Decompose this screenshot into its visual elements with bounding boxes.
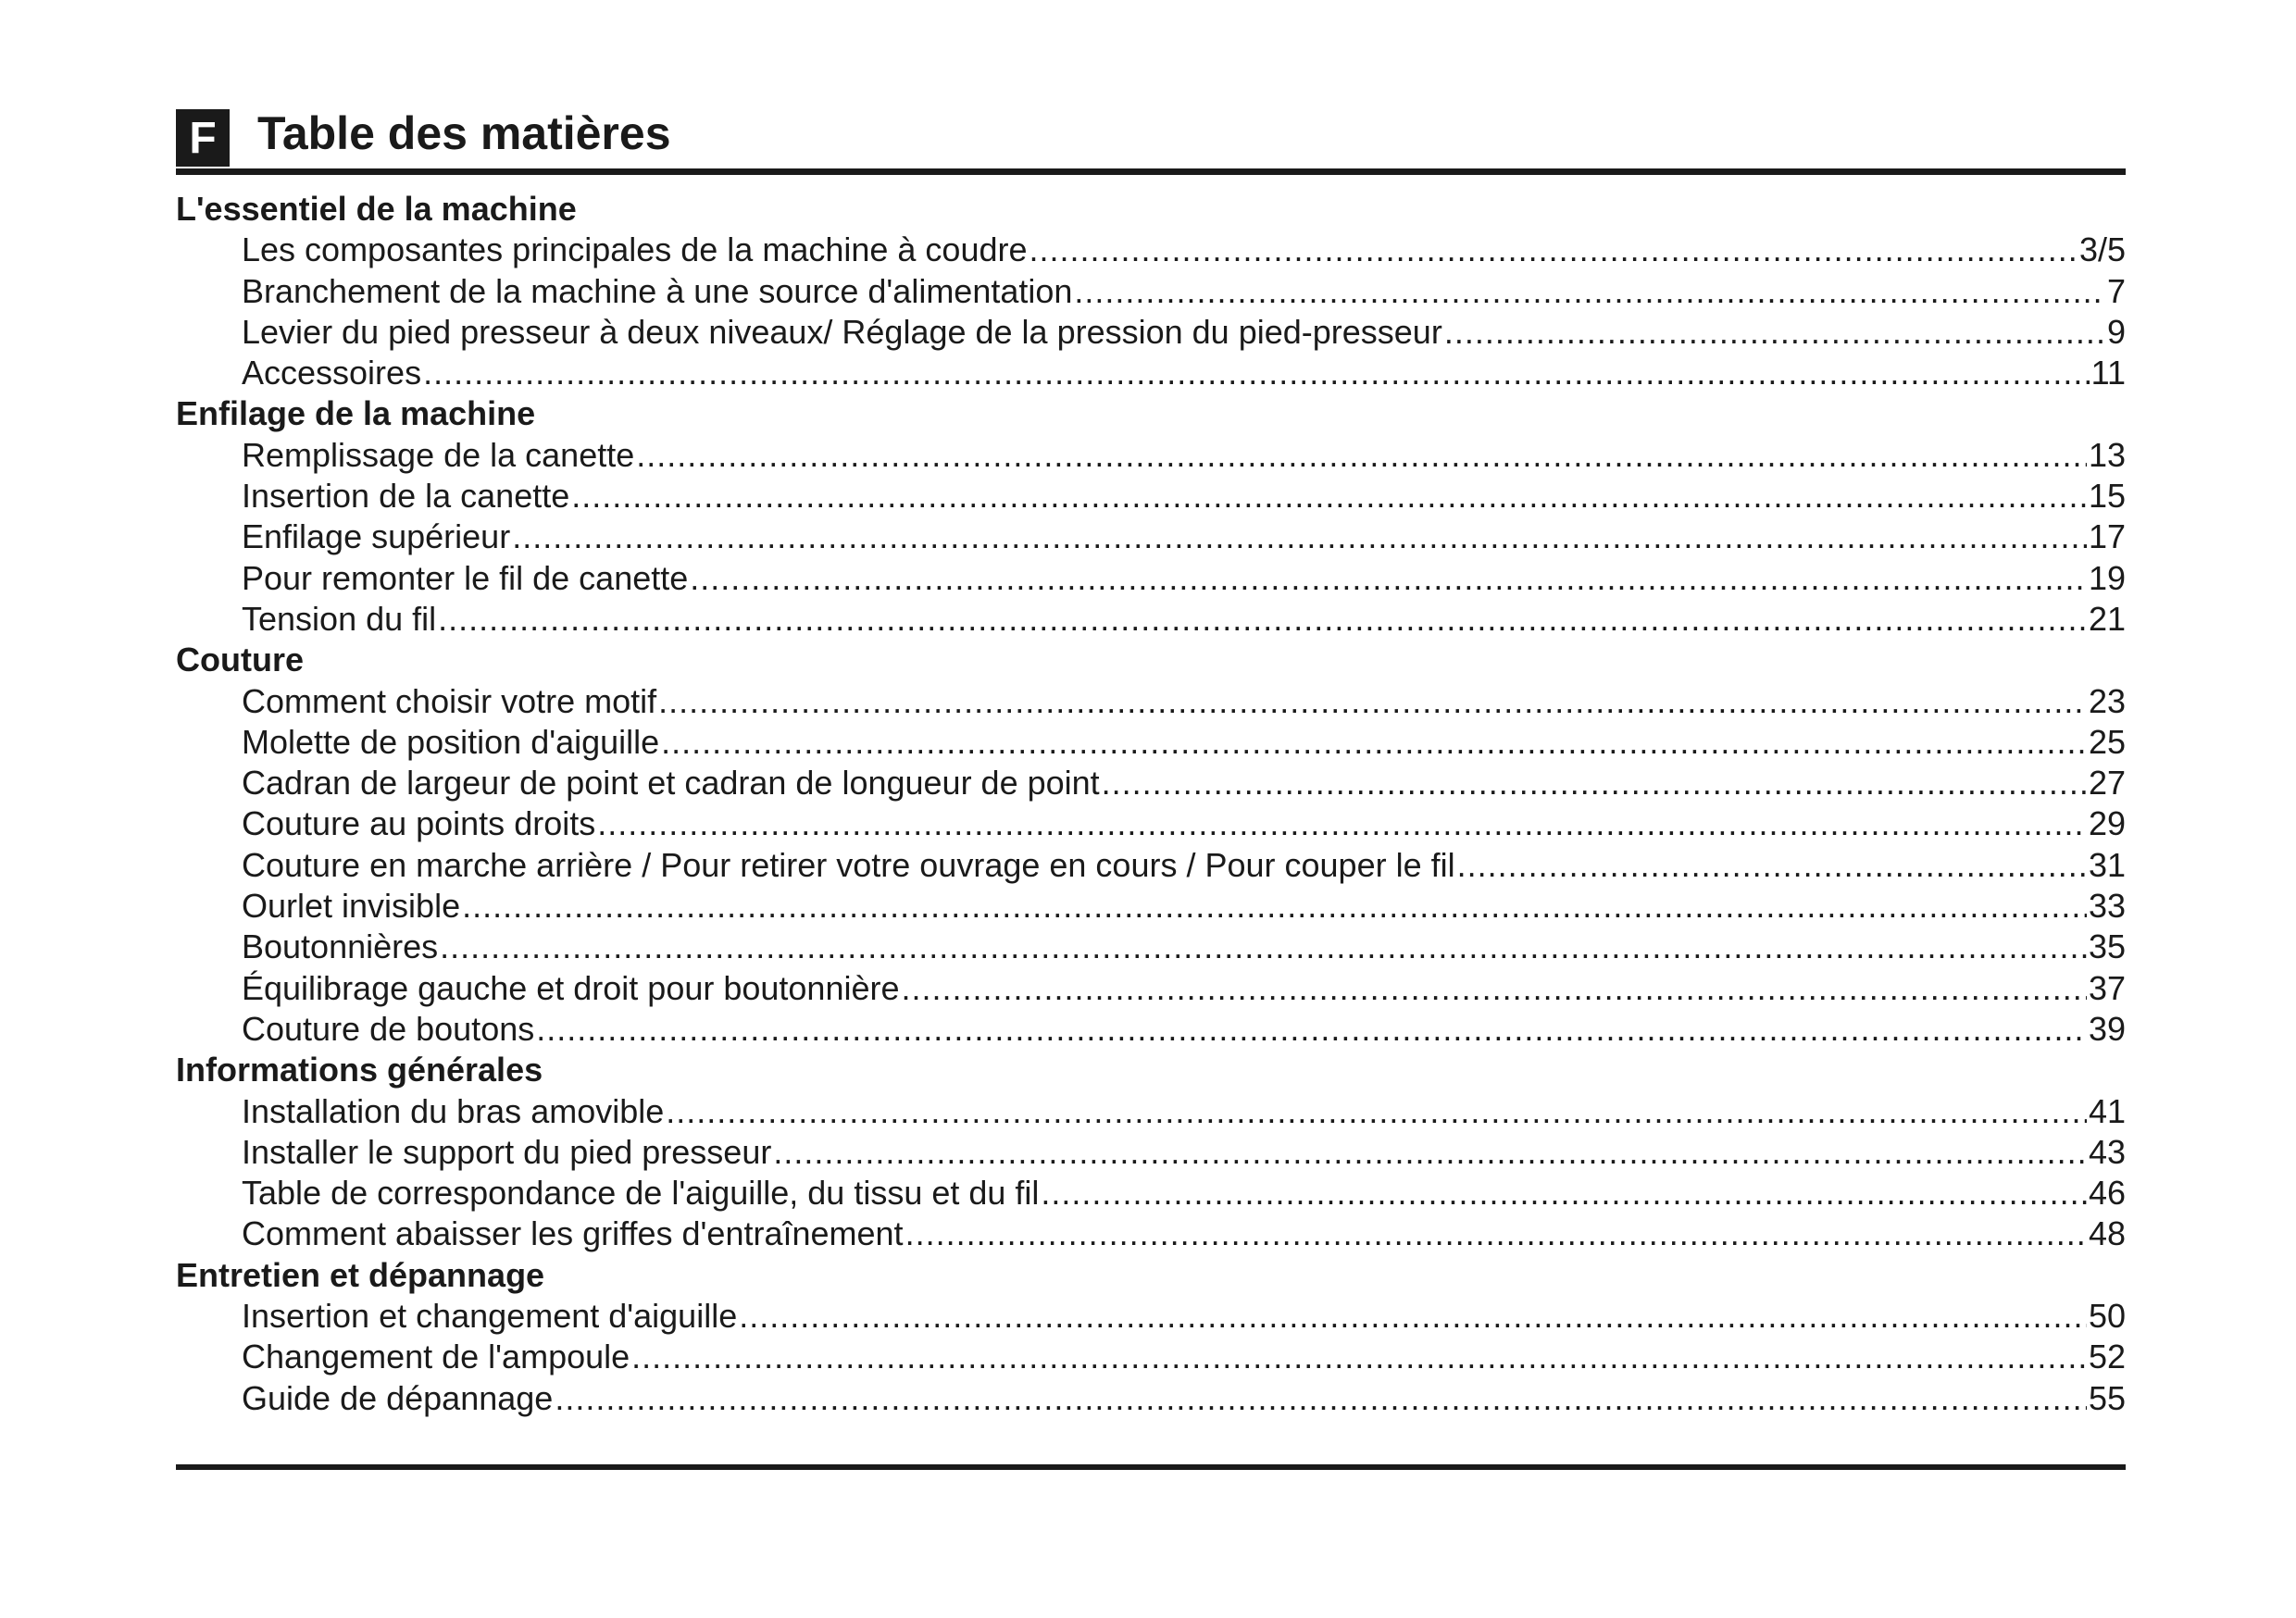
toc-entry[interactable] (176, 1337, 2126, 1377)
entry-label: Les composantes principales de la machine à coudre (242, 230, 1028, 269)
toc-entry[interactable] (176, 968, 2126, 1009)
toc-section (176, 640, 2126, 1050)
entry-label: Comment abaisser les griffes d'entraînement (242, 1214, 904, 1253)
entry-page: 21 (2088, 599, 2126, 638)
toc-entry[interactable] (176, 1296, 2126, 1337)
entry-label: Changement de l'ampoule (242, 1338, 630, 1376)
dot-leader (1102, 763, 2087, 803)
entry-label: Équilibrage gauche et droit pour boutonnière (242, 968, 900, 1007)
toc-entry[interactable] (176, 558, 2126, 599)
toc-entry[interactable] (176, 1091, 2126, 1132)
entry-page: 39 (2088, 1009, 2126, 1048)
entry-label: Installer le support du pied presseur (242, 1132, 772, 1171)
dot-leader (555, 1378, 2087, 1419)
section-title: Couture (176, 641, 304, 679)
toc-entry[interactable] (176, 1378, 2126, 1419)
toc-entry[interactable] (176, 599, 2126, 640)
dot-leader (631, 1337, 2087, 1377)
entry-label: Pour remonter le fil de canette (242, 558, 689, 597)
section-title: L'essentiel de la machine (176, 190, 577, 228)
entry-page: 35 (2088, 927, 2126, 966)
toc-entry[interactable] (176, 763, 2126, 803)
dot-leader (462, 886, 2087, 927)
dot-leader (438, 599, 2087, 640)
toc-section (176, 189, 2126, 393)
dot-leader (661, 722, 2087, 763)
dot-leader (1074, 271, 2105, 312)
entry-page: 17 (2088, 517, 2126, 556)
toc-entry[interactable] (176, 1214, 2126, 1254)
entry-page: 15 (2088, 477, 2126, 516)
entry-page: 43 (2088, 1132, 2126, 1171)
entry-label: Cadran de largeur de point et cadran de longueur de point (242, 764, 1100, 803)
entry-label: Couture de boutons (242, 1009, 535, 1048)
footer-divider (176, 1464, 2126, 1470)
dot-leader (773, 1132, 2087, 1173)
entry-page: 37 (2088, 968, 2126, 1007)
entry-page: 48 (2088, 1214, 2126, 1253)
toc-entry[interactable] (176, 1173, 2126, 1214)
toc-entry[interactable] (176, 230, 2126, 270)
section-title: Entretien et dépannage (176, 1255, 545, 1294)
entry-label: Couture au points droits (242, 804, 596, 843)
entry-label: Couture en marche arrière / Pour retirer votre ouvrage en cours / Pour couper le fil (242, 845, 1455, 884)
entry-page: 9 (2106, 312, 2126, 351)
toc-entry[interactable] (176, 435, 2126, 476)
dot-leader (536, 1009, 2087, 1050)
dot-leader (902, 968, 2087, 1009)
entry-label: Levier du pied presseur à deux niveaux/ Réglage de la pression du pied-presseur (242, 312, 1442, 351)
page-header (176, 104, 2126, 175)
entry-page: 23 (2088, 681, 2126, 720)
dot-leader (1457, 845, 2087, 886)
section-title: Informations générales (176, 1051, 543, 1089)
entry-label: Branchement de la machine à une source d'alimentation (242, 271, 1073, 310)
dot-leader (1029, 230, 2078, 270)
dot-leader (905, 1214, 2087, 1254)
dot-leader (440, 927, 2087, 967)
entry-label: Molette de position d'aiguille (242, 722, 660, 761)
dot-leader (1444, 312, 2105, 353)
dot-leader (512, 517, 2087, 557)
entry-page: 46 (2088, 1174, 2126, 1213)
toc-entry[interactable] (176, 845, 2126, 886)
entry-page: 7 (2106, 271, 2126, 310)
toc-section (176, 1255, 2126, 1419)
toc-entry[interactable] (176, 312, 2126, 353)
entry-label: Enfilage supérieur (242, 517, 511, 556)
entry-page: 31 (2088, 845, 2126, 884)
entry-label: Accessoires (242, 354, 422, 392)
toc-entry[interactable] (176, 353, 2126, 393)
toc-entry[interactable] (176, 1132, 2126, 1173)
toc-entry[interactable] (176, 886, 2126, 927)
toc-section (176, 1050, 2126, 1254)
entry-label: Table de correspondance de l'aiguille, du tissu et du fil (242, 1174, 1040, 1213)
toc-entry[interactable] (176, 517, 2126, 557)
dot-leader (666, 1091, 2087, 1132)
entry-label: Installation du bras amovible (242, 1091, 665, 1130)
entry-label: Boutonnières (242, 927, 439, 966)
entry-label: Remplissage de la canette (242, 435, 635, 474)
entry-label: Comment choisir votre motif (242, 681, 657, 720)
entry-page: 55 (2088, 1378, 2126, 1417)
dot-leader (423, 353, 2090, 393)
dot-leader (658, 681, 2087, 722)
entry-label: Insertion et changement d'aiguille (242, 1297, 738, 1336)
entry-page: 41 (2088, 1091, 2126, 1130)
entry-page: 29 (2088, 804, 2126, 843)
dot-leader (636, 435, 2087, 476)
dot-leader (1041, 1173, 2087, 1214)
toc-entry[interactable] (176, 722, 2126, 763)
entry-page: 11 (2090, 354, 2126, 392)
table-of-contents (176, 189, 2126, 1419)
entry-page: 3/5 (2078, 230, 2126, 269)
toc-entry[interactable] (176, 803, 2126, 844)
entry-page: 19 (2088, 558, 2126, 597)
entry-label: Ourlet invisible (242, 887, 461, 926)
language-badge: F (176, 109, 230, 167)
entry-page: 13 (2088, 435, 2126, 474)
page-title: Table des matières (257, 107, 671, 159)
toc-entry[interactable] (176, 927, 2126, 967)
entry-page: 25 (2088, 722, 2126, 761)
entry-page: 27 (2088, 764, 2126, 803)
entry-page: 52 (2088, 1338, 2126, 1376)
dot-leader (571, 476, 2087, 517)
toc-entry[interactable] (176, 681, 2126, 722)
section-title: Enfilage de la machine (176, 394, 536, 433)
entry-page: 50 (2088, 1297, 2126, 1336)
dot-leader (597, 803, 2087, 844)
entry-label: Guide de dépannage (242, 1378, 554, 1417)
toc-entry[interactable] (176, 271, 2126, 312)
toc-entry[interactable] (176, 476, 2126, 517)
entry-label: Tension du fil (242, 599, 437, 638)
toc-section (176, 393, 2126, 640)
dot-leader (690, 558, 2087, 599)
dot-leader (739, 1296, 2087, 1337)
toc-entry[interactable] (176, 1009, 2126, 1050)
entry-label: Insertion de la canette (242, 477, 570, 516)
entry-page: 33 (2088, 887, 2126, 926)
